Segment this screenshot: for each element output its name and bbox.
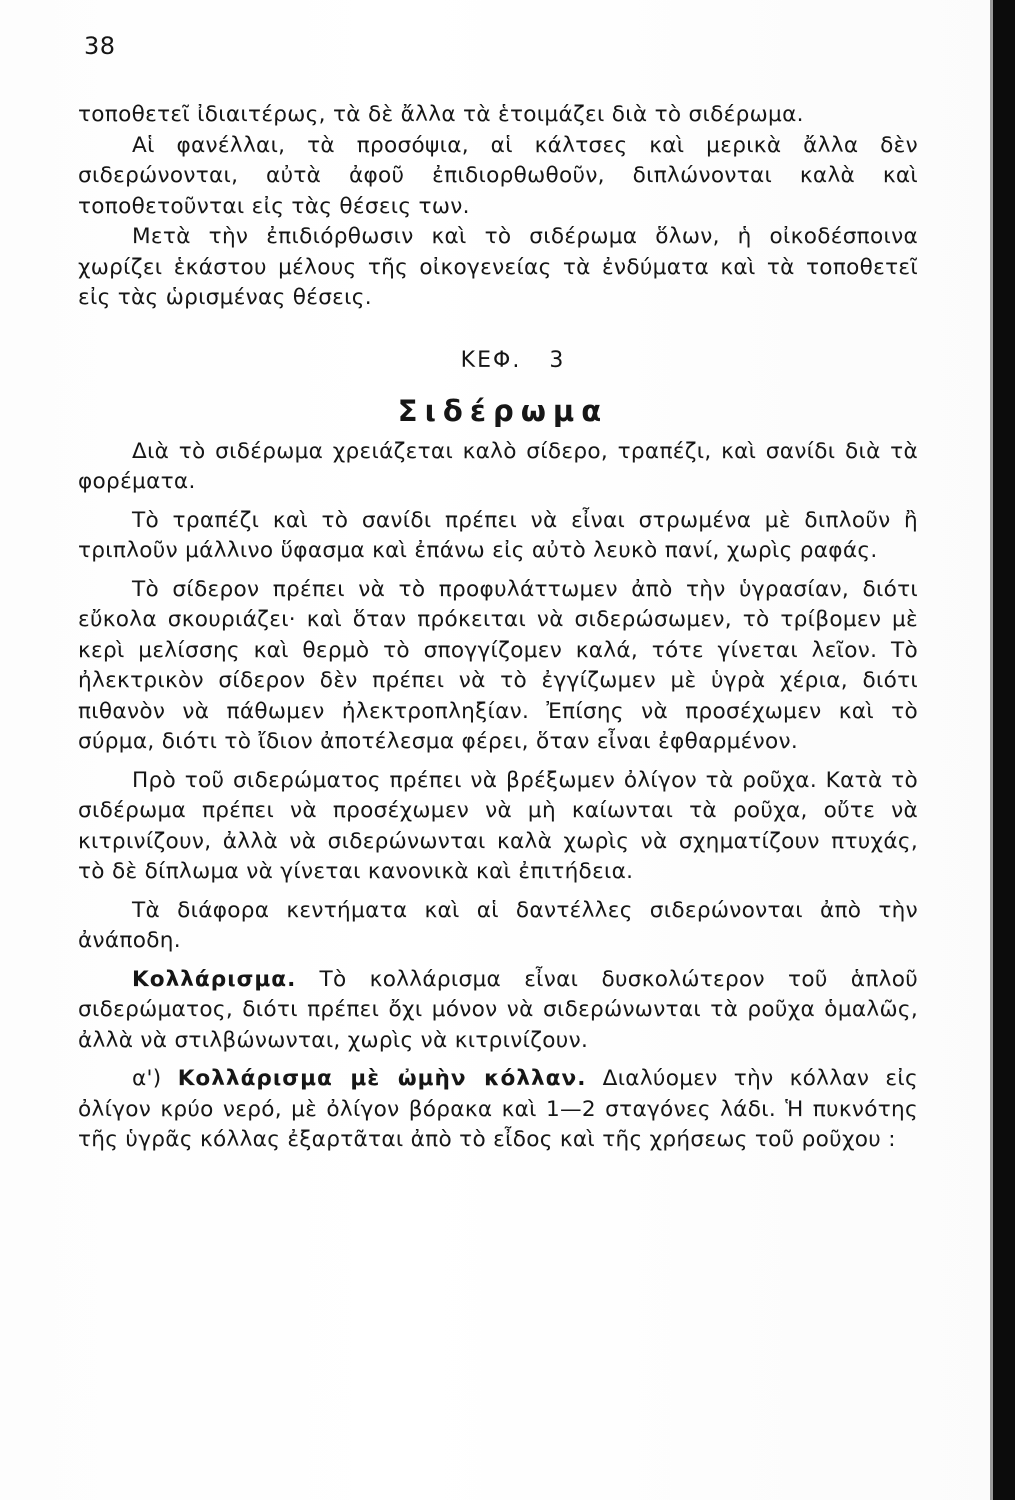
item-marker: α') bbox=[132, 1066, 162, 1091]
chapter-number: 3 bbox=[549, 347, 566, 373]
paragraph: Διὰ τὸ σιδέρωμα χρειάζεται καλὸ σίδερο, τραπέζι, καὶ σανίδι διὰ τὰ φορέματα. bbox=[78, 438, 918, 494]
chapter-prefix: ΚΕΦ. bbox=[460, 347, 522, 373]
page-text bbox=[78, 100, 918, 1156]
paragraph: Τὰ διάφορα κεντήματα καὶ αἱ δαντέλλες σιδερώνονται ἀπὸ τὴν ἀνάποδη. bbox=[78, 897, 918, 953]
chapter-label bbox=[78, 346, 918, 377]
paragraph: Αἱ φανέλλαι, τὰ προσόψια, αἱ κάλτσες καὶ μερικὰ ἄλλα δὲν σιδερώνονται, αὐτὰ ἀφοῦ ἐπιδιορθωθοῦν, διπλώνονται καλὰ καὶ τοποθετοῦνται εἰς τὰς θέσεις των. bbox=[78, 132, 918, 219]
paragraph: Πρὸ τοῦ σιδερώματος πρέπει νὰ βρέξωμεν ὀλίγον τὰ ροῦχα. Κατὰ τὸ σιδέρωμα πρέπει νὰ προσέχωμεν νὰ μὴ καίωνται τὰ ροῦχα, οὔτε νὰ κιτρινίζουν, ἀλλὰ νὰ σιδερώνωνται καλὰ χωρὶς νὰ σχηματίζουν πτυχάς, τὸ δὲ δίπλωμα νὰ γίνεται κανονικὰ καὶ ἐπιτήδεια. bbox=[78, 767, 918, 884]
scan-border bbox=[993, 0, 1015, 1500]
paragraph-item-a bbox=[78, 1064, 918, 1156]
section-text: Τὸ κολλάρισμα εἶναι δυσκολώτερον τοῦ ἁπλοῦ σιδερώματος, διότι πρέπει ὄχι μόνον νὰ σιδερώνωνται τὰ ροῦχα ὁμαλῶς, ἀλλὰ νὰ στιλβώνωνται, χωρὶς νὰ κιτρινίζουν. bbox=[78, 966, 919, 1053]
item-text: Διαλύομεν τὴν κόλλαν εἰς ὀλίγον κρύο νερό, μὲ ὀλίγον βόρακα καὶ 1—2 σταγόνες λάδι. Ἡ πυκνότης τῆς ὑγρᾶς κόλλας ἐξαρτᾶται ἀπὸ τὸ εἶδος καὶ τῆς χρήσεως τοῦ ροῦχου : bbox=[78, 1066, 918, 1152]
chapter-title: Σιδέρωμα bbox=[397, 394, 609, 428]
paragraph: Τὸ σίδερον πρέπει νὰ τὸ προφυλάττωμεν ἀπὸ τὴν ὑγρασίαν, διότι εὔκολα σκουριάζει· καὶ ὅταν πρόκειται νὰ σιδερώσωμεν, τὸ τρίβομεν μὲ κερὶ μελίσσης καὶ θερμὸ τὸ σπογγίζομεν καλά, τότε γίνεται λεῖον. Τὸ ἠλεκτρικὸν σίδερον δὲν πρέπει νὰ τὸ ἐγγίζωμεν μὲ ὑγρὰ χέρια, διότι πιθανὸν νὰ πάθωμεν ἠλεκτροπληξίαν. Ἐπίσης νὰ προσέχωμεν καὶ τὸ σύρμα, διότι τὸ ἴδιον ἀποτέλεσμα φέρει, ὅταν εἶναι ἐφθαρμένον. bbox=[78, 576, 918, 754]
paragraph: Μετὰ τὴν ἐπιδιόρθωσιν καὶ τὸ σιδέρωμα ὅλων, ἡ οἰκοδέσποινα χωρίζει ἑκάστου μέλους τῆς οἰκογενείας τὰ ἐνδύματα καὶ τὰ τοποθετεῖ εἰς τὰς ὡρισμένας θέσεις. bbox=[78, 224, 918, 310]
page-number: 38 bbox=[84, 32, 116, 60]
paragraph-continued: τοποθετεῖ ἰδιαιτέρως, τὰ δὲ ἄλλα τὰ ἑτοιμάζει διὰ τὸ σιδέρωμα. bbox=[78, 102, 804, 127]
item-heading: Κολλάρισμα μὲ ὠμὴν κόλλαν. bbox=[177, 1066, 587, 1091]
paragraph: Τὸ τραπέζι καὶ τὸ σανίδι πρέπει νὰ εἶναι στρωμένα μὲ διπλοῦν ἢ τριπλοῦν μάλλινο ὕφασμα καὶ ἐπάνω εἰς αὐτὸ λευκὸ πανί, χωρὶς ραφάς. bbox=[78, 507, 918, 563]
paragraph-kollarisma bbox=[78, 965, 918, 1057]
section-heading: Κολλάρισμα. bbox=[132, 966, 297, 992]
